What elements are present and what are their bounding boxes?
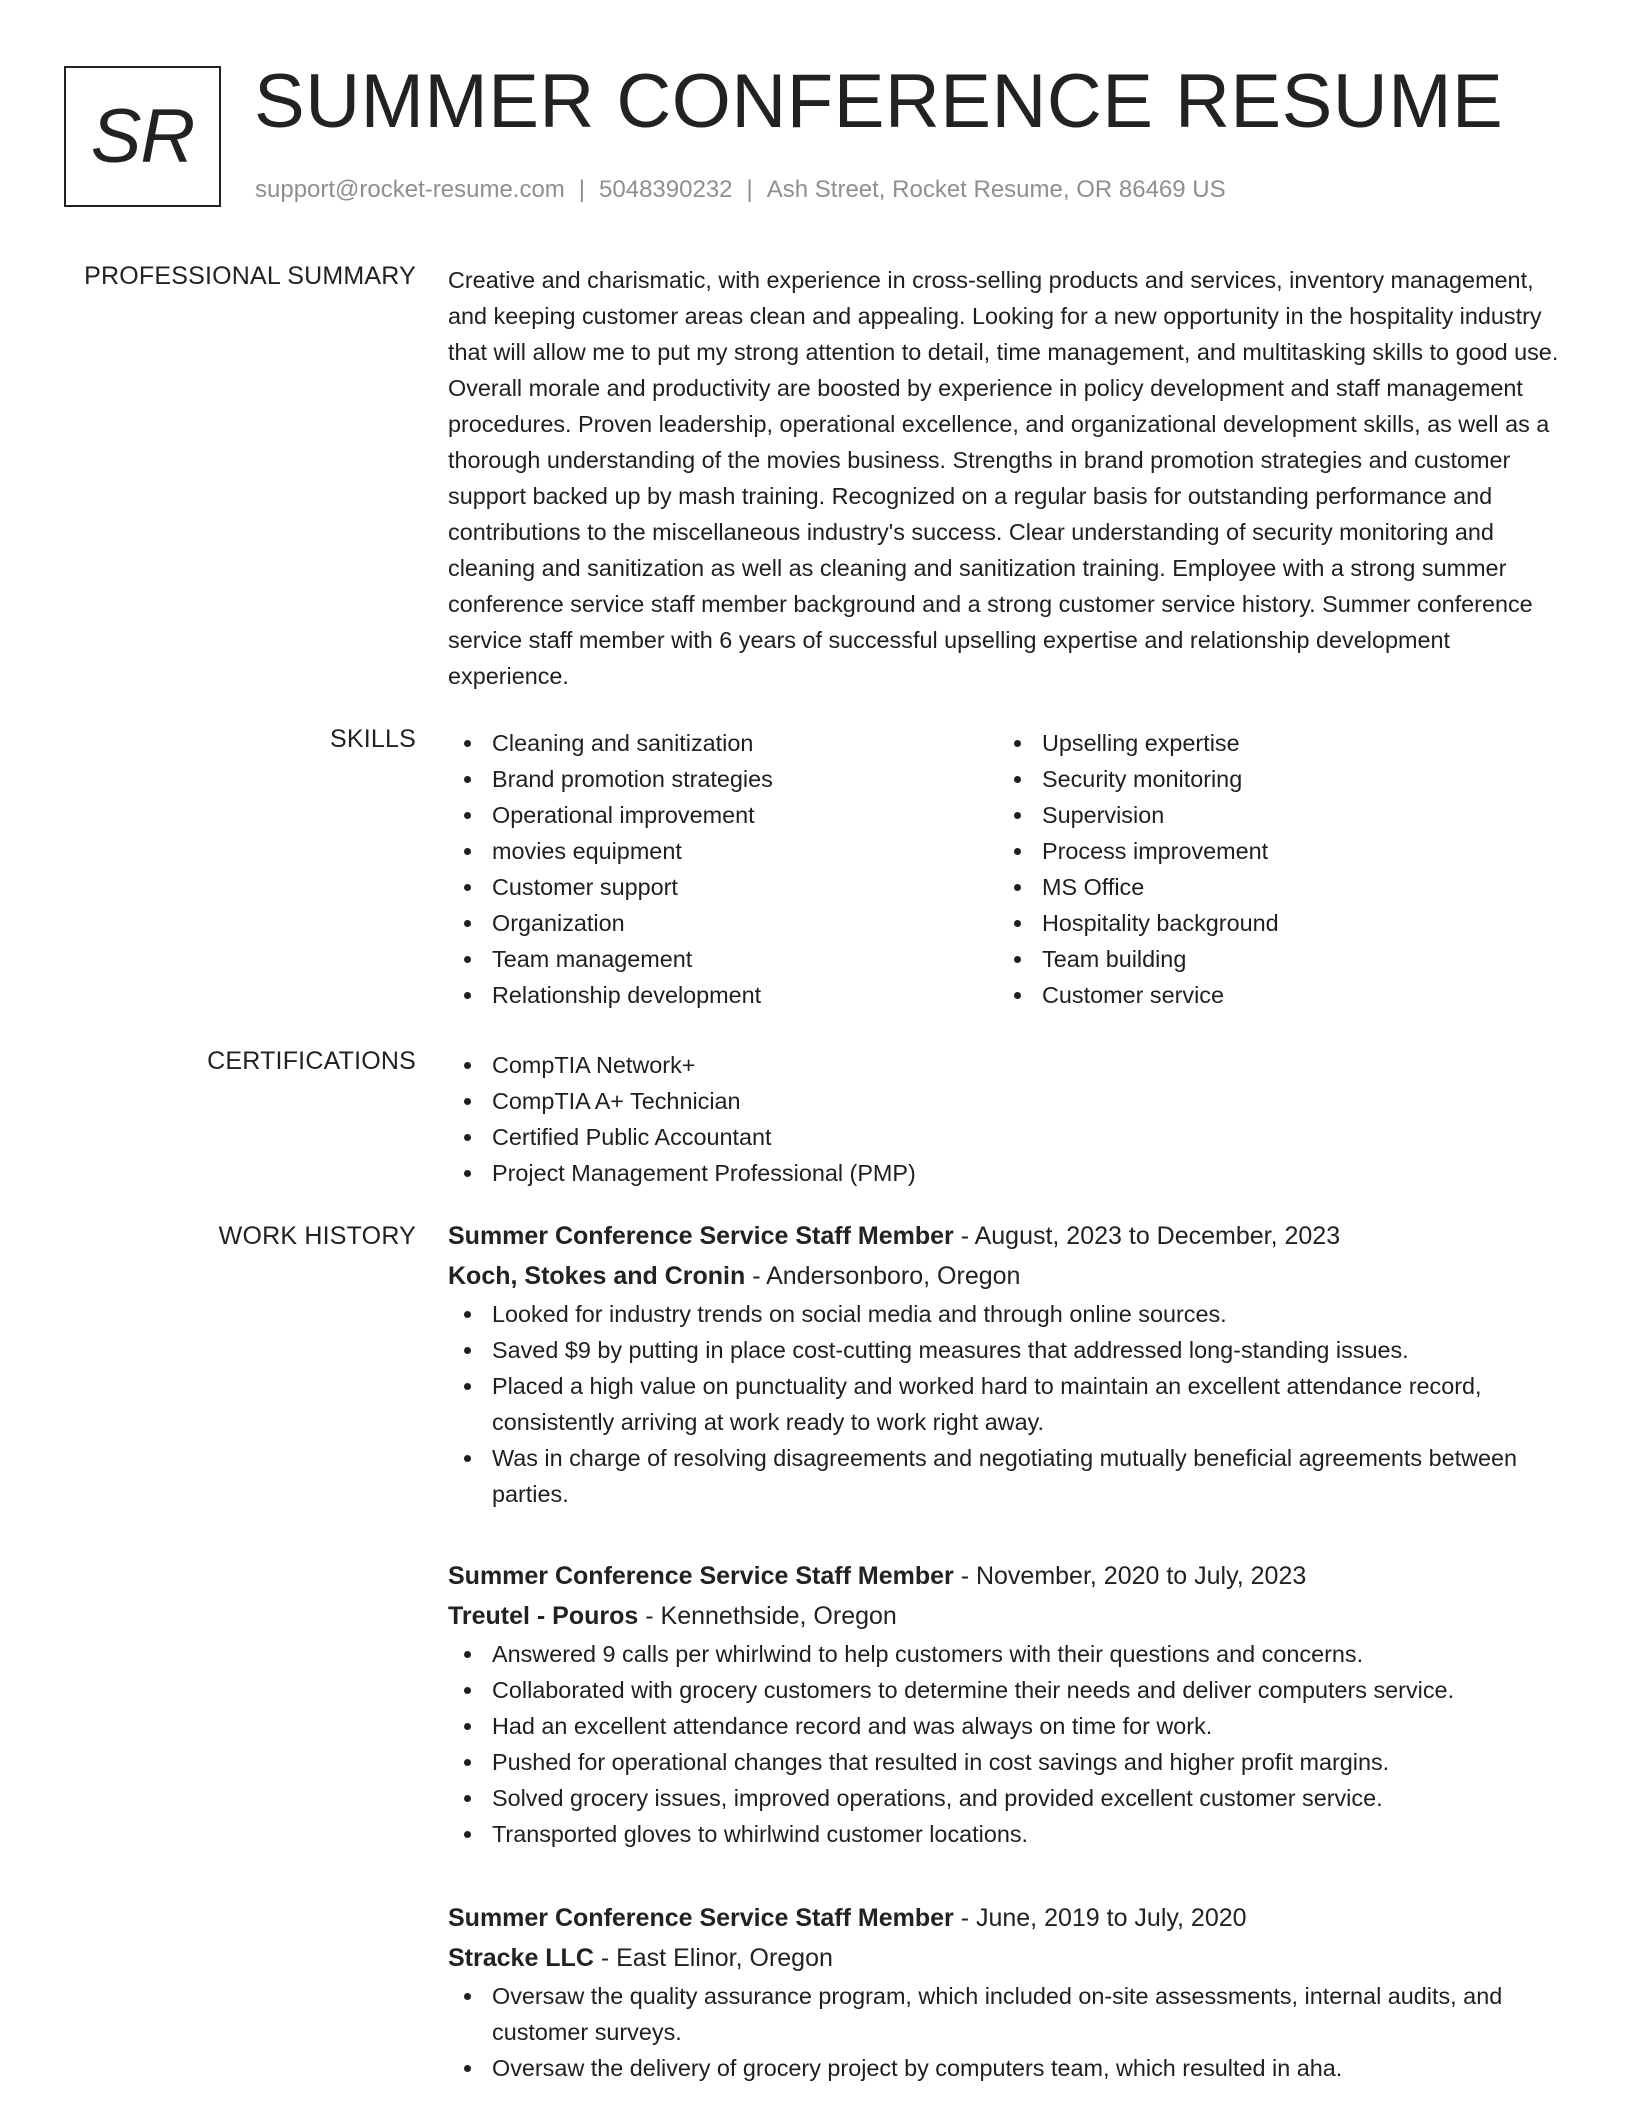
summary-heading: PROFESSIONAL SUMMARY [84,262,416,290]
job-bullet: Answered 9 calls per whirlwind to help customers with their questions and concerns. [448,1636,1568,1672]
certifications-body [448,1047,1568,1191]
certification-item: Project Management Professional (PMP) [448,1155,1568,1191]
job-title: Summer Conference Service Staff Member [448,1904,954,1932]
job-company: Koch, Stokes and Cronin [448,1262,746,1290]
job-company-line [448,1596,1568,1636]
job-bullet: Looked for industry trends on social media and through online sources. [448,1296,1568,1332]
contact-separator: | [578,176,586,203]
skill-item: Supervision [998,797,1548,833]
skill-item: Brand promotion strategies [448,761,998,797]
skills-body [448,725,1568,1013]
job-entry [448,1216,1568,1512]
job-dates: - June, 2019 to July, 2020 [953,1904,1247,1932]
job-dates: - November, 2020 to July, 2023 [953,1562,1307,1590]
certification-item: CompTIA A+ Technician [448,1083,1568,1119]
skill-item: Relationship development [448,977,998,1013]
job-bullet: Transported gloves to whirlwind customer locations. [448,1816,1568,1852]
skills-list-right [998,725,1548,1013]
job-title-line [448,1556,1568,1596]
skill-item: Security monitoring [998,761,1548,797]
work-history-heading: WORK HISTORY [218,1222,416,1250]
summary-text: Creative and charismatic, with experience in cross-selling products and services, inventory management, and keeping customer areas clean and appealing. Looking for a new opportunity in the hospitality industry that will allow me to put my strong attention to detail, time management, and multitasking skills to good use. Overall morale and productivity are boosted by experience in policy development and staff management procedures. Proven leadership, operational excellence, and organizational development skills, as well as a thorough understanding of the movies business. Strengths in brand promotion strategies and customer support backed up by mash training. Recognized on a regular basis for outstanding performance and contributions to the miscellaneous industry's success. Clear understanding of security monitoring and cleaning and sanitization as well as cleaning and sanitization training. Employee with a strong summer conference service staff member background and a strong customer service history. Summer conference service staff member with 6 years of successful upselling expertise and relationship development experience. [448,267,1559,689]
job-bullet: Solved grocery issues, improved operations, and provided excellent customer service. [448,1780,1568,1816]
skill-item: MS Office [998,869,1548,905]
skills-list-left [448,725,998,1013]
job-bullets [448,1636,1568,1852]
contact-email: support@rocket-resume.com [255,176,565,203]
certification-item: CompTIA Network+ [448,1047,1568,1083]
job-bullet: Placed a high value on punctuality and worked hard to maintain an excellent attendance record, consistently arriving at work ready to work right away. [448,1368,1568,1440]
skill-item: Customer support [448,869,998,905]
contact-separator: | [746,176,753,203]
job-entry [448,1898,1568,2086]
certifications-heading: CERTIFICATIONS [207,1047,416,1075]
skills-heading: SKILLS [330,725,416,753]
job-bullets [448,1978,1568,2086]
skill-item: Upselling expertise [998,725,1548,761]
job-location: - East Elinor, Oregon [593,1944,833,1972]
contact-address: Ash Street, Rocket Resume, OR 86469 US [766,176,1226,203]
job-location: - Kennethside, Oregon [638,1602,897,1630]
job-bullet: Saved $9 by putting in place cost-cutting measures that addressed long-standing issues. [448,1332,1568,1368]
skill-item: movies equipment [448,833,998,869]
skill-item: Operational improvement [448,797,998,833]
job-company: Treutel - Pouros [448,1602,639,1630]
job-company: Stracke LLC [448,1944,594,1972]
skill-item: Cleaning and sanitization [448,725,998,761]
job-title-line [448,1216,1568,1256]
job-bullet: Oversaw the quality assurance program, which included on-site assessments, internal audits, and customer surveys. [448,1978,1568,2050]
summary-body [448,262,1568,694]
job-bullet: Was in charge of resolving disagreements and negotiating mutually beneficial agreements between parties. [448,1440,1568,1512]
job-bullet: Pushed for operational changes that resulted in cost savings and higher profit margins. [448,1744,1568,1780]
job-title-line [448,1898,1568,1938]
skill-item: Team building [998,941,1548,977]
skill-item: Hospitality background [998,905,1548,941]
contact-line [255,176,1226,204]
contact-phone: 5048390232 [599,176,733,203]
job-title: Summer Conference Service Staff Member [448,1222,954,1250]
skill-item: Process improvement [998,833,1548,869]
skill-item: Customer service [998,977,1548,1013]
job-company-line [448,1256,1568,1296]
certifications-list [448,1047,1568,1191]
job-bullet: Collaborated with grocery customers to determine their needs and deliver computers service. [448,1672,1568,1708]
job-bullets [448,1296,1568,1512]
job-company-line [448,1938,1568,1978]
job-location: - Andersonboro, Oregon [745,1262,1021,1290]
monogram-logo: SR [64,66,221,207]
resume-title: SUMMER CONFERENCE RESUME [254,59,1504,144]
job-bullet: Oversaw the delivery of grocery project by computers team, which resulted in aha. [448,2050,1568,2086]
skill-item: Organization [448,905,998,941]
job-title: Summer Conference Service Staff Member [448,1562,954,1590]
job-dates: - August, 2023 to December, 2023 [953,1222,1341,1250]
job-entry [448,1556,1568,1852]
certification-item: Certified Public Accountant [448,1119,1568,1155]
job-bullet: Had an excellent attendance record and was always on time for work. [448,1708,1568,1744]
skill-item: Team management [448,941,998,977]
